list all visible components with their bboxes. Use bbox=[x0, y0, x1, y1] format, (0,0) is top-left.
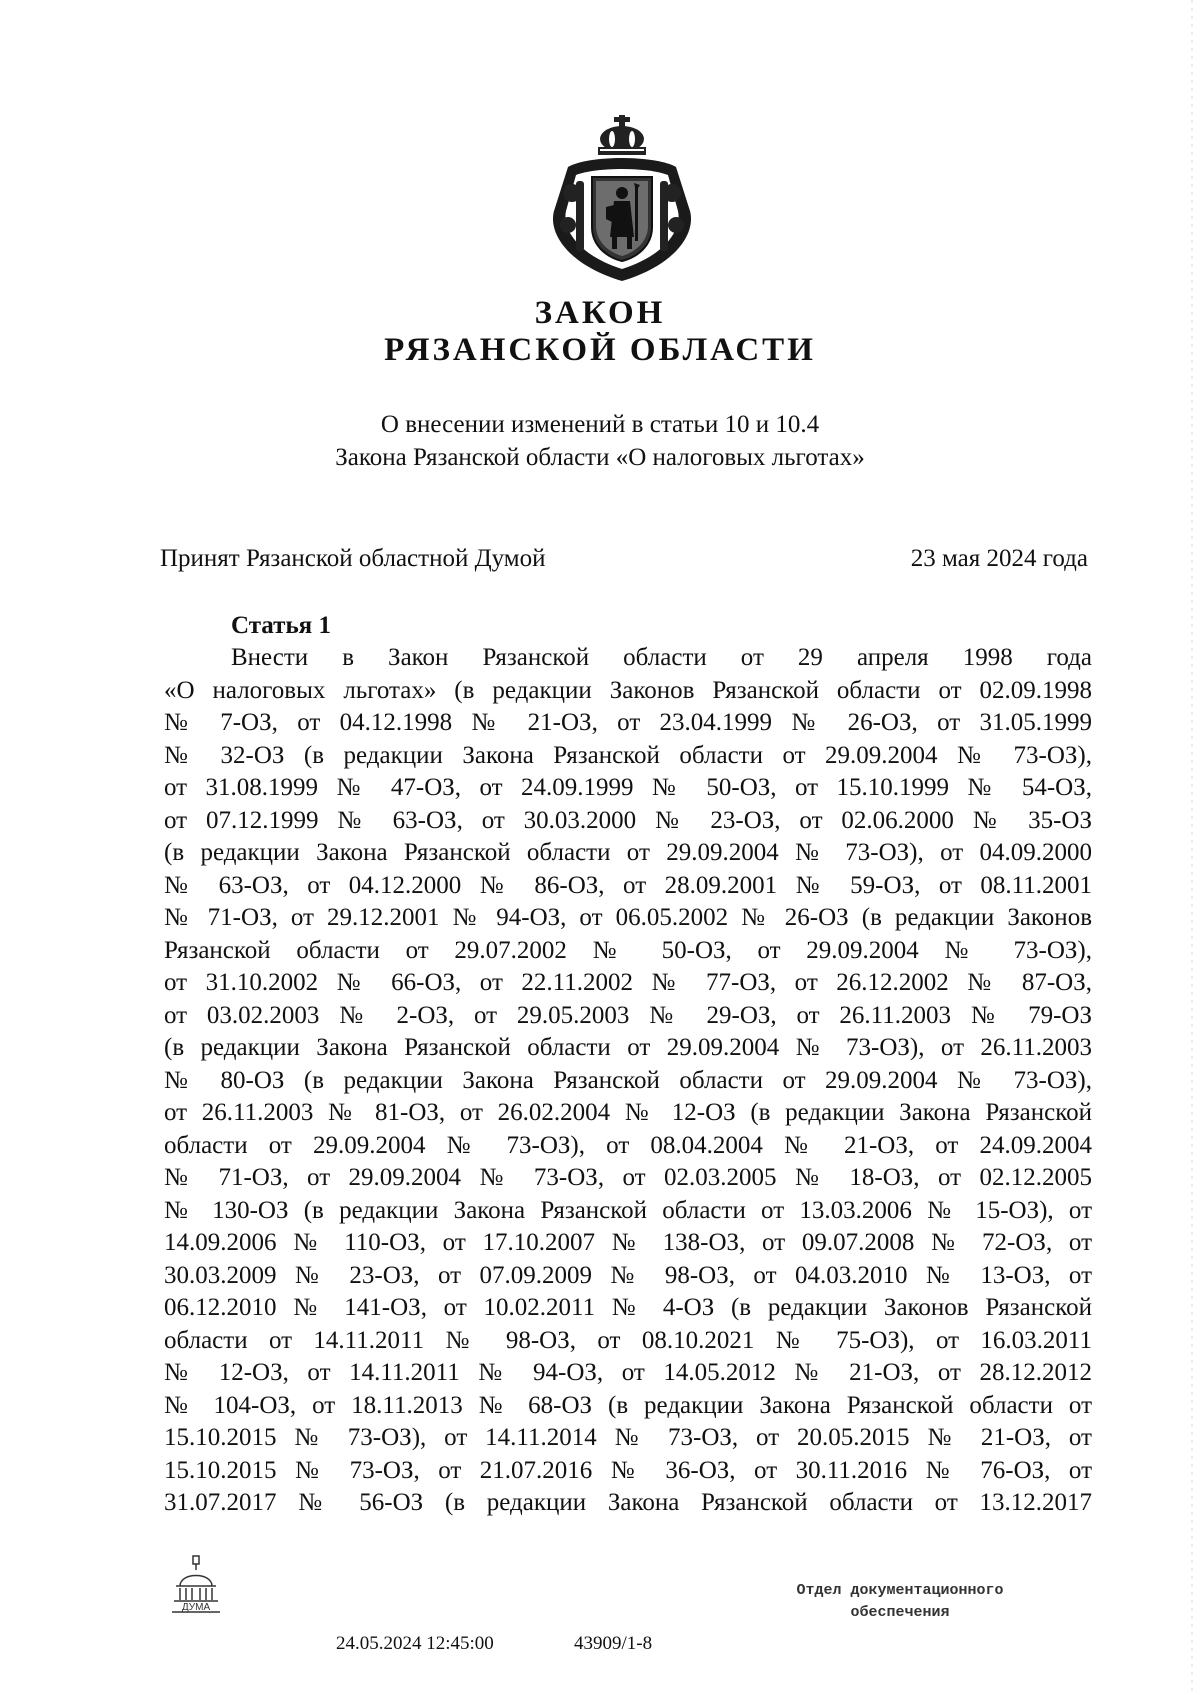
law-title-line2: РЯЗАНСКОЙ ОБЛАСТИ bbox=[384, 332, 816, 368]
footer-timestamp: 24.05.2024 12:45:00 bbox=[336, 1633, 494, 1654]
body-line: № 104-ОЗ, от 18.11.2013 № 68-ОЗ (в редакции Закона Рязанской области от bbox=[164, 1391, 1092, 1419]
body-line: области от 14.11.2011 № 98-ОЗ, от 08.10.2021 № 75-ОЗ), от 16.03.2011 bbox=[164, 1326, 1092, 1354]
adoption-date: 23 мая 2024 года bbox=[910, 545, 1088, 572]
body-line: 14.09.2006 № 110-ОЗ, от 17.10.2007 № 138-ОЗ, от 09.07.2008 № 72-ОЗ, от bbox=[164, 1229, 1092, 1256]
body-line: от 07.12.1999 № 63-ОЗ, от 30.03.2000 № 23-ОЗ, от 02.06.2000 № 35-ОЗ bbox=[164, 806, 1092, 834]
article-heading: Статья 1 bbox=[231, 612, 331, 639]
body-line: 30.03.2009 № 23-ОЗ, от 07.09.2009 № 98-ОЗ, от 04.03.2010 № 13-ОЗ, от bbox=[164, 1261, 1092, 1289]
adopted-by-text: Принят Рязанской областной Думой bbox=[160, 545, 546, 572]
scan-edge-artifact bbox=[1182, 0, 1200, 1695]
footer-registration-number: 43909/1-8 bbox=[574, 1633, 653, 1654]
subtitle-line2: Закона Рязанской области «О налоговых льготах» bbox=[335, 444, 865, 471]
body-line: от 03.02.2003 № 2-ОЗ, от 29.05.2003 № 29-ОЗ, от 26.11.2003 № 79-ОЗ bbox=[164, 1001, 1092, 1029]
duma-logo-icon bbox=[168, 1554, 224, 1614]
body-line: № 71-ОЗ, от 29.12.2001 № 94-ОЗ, от 06.05.2002 № 26-ОЗ (в редакции Законов bbox=[164, 904, 1092, 931]
body-line: (в редакции Закона Рязанской области от 29.09.2004 № 73-ОЗ), от 04.09.2000 bbox=[164, 839, 1092, 866]
body-line: от 31.08.1999 № 47-ОЗ, от 24.09.1999 № 50-ОЗ, от 15.10.1999 № 54-ОЗ, bbox=[164, 774, 1092, 801]
body-line: № 12-ОЗ, от 14.11.2011 № 94-ОЗ, от 14.05.2012 № 21-ОЗ, от 28.12.2012 bbox=[164, 1359, 1092, 1386]
body-line: 06.12.2010 № 141-ОЗ, от 10.02.2011 № 4-ОЗ (в редакции Законов Рязанской bbox=[164, 1294, 1092, 1321]
duma-logo-text: ДУМА bbox=[181, 1602, 211, 1613]
body-line: Рязанской области от 29.07.2002 № 50-ОЗ, от 29.09.2004 № 73-ОЗ), bbox=[164, 936, 1092, 964]
coat-of-arms-emblem bbox=[548, 115, 696, 285]
body-line: от 26.11.2003 № 81-ОЗ, от 26.02.2004 № 12-ОЗ (в редакции Закона Рязанской bbox=[164, 1099, 1092, 1126]
body-line: № 71-ОЗ, от 29.09.2004 № 73-ОЗ, от 02.03.2005 № 18-ОЗ, от 02.12.2005 bbox=[164, 1164, 1092, 1191]
body-line: области от 29.09.2004 № 73-ОЗ), от 08.04.2004 № 21-ОЗ, от 24.09.2004 bbox=[164, 1131, 1092, 1159]
body-line: № 7-ОЗ, от 04.12.1998 № 21-ОЗ, от 23.04.1999 № 26-ОЗ, от 31.05.1999 bbox=[164, 709, 1092, 736]
subtitle-line1: О внесении изменений в статьи 10 и 10.4 bbox=[380, 411, 820, 438]
stamp-line1: Отдел документационного bbox=[796, 1582, 1004, 1599]
stamp-line2: обеспечения bbox=[850, 1604, 950, 1621]
body-line: 31.07.2017 № 56-ОЗ (в редакции Закона Рязанской области от 13.12.2017 bbox=[164, 1489, 1092, 1516]
body-line: 15.10.2015 № 73-ОЗ), от 14.11.2014 № 73-ОЗ, от 20.05.2015 № 21-ОЗ, от bbox=[164, 1424, 1092, 1451]
body-line: «О налоговых льготах» (в редакции Законов Рязанской области от 02.09.1998 bbox=[164, 676, 1092, 704]
body-line: от 31.10.2002 № 66-ОЗ, от 22.11.2002 № 77-ОЗ, от 26.12.2002 № 87-ОЗ, bbox=[164, 969, 1092, 996]
body-line: (в редакции Закона Рязанской области от 29.09.2004 № 73-ОЗ), от 26.11.2003 bbox=[164, 1034, 1092, 1061]
body-line: Внести в Закон Рязанской области от 29 апреля 1998 года bbox=[231, 644, 1092, 671]
body-line: № 63-ОЗ, от 04.12.2000 № 86-ОЗ, от 28.09.2001 № 59-ОЗ, от 08.11.2001 bbox=[164, 871, 1092, 899]
law-subtitle bbox=[0, 408, 1200, 474]
body-line: 15.10.2015 № 73-ОЗ, от 21.07.2016 № 36-ОЗ, от 30.11.2016 № 76-ОЗ, от bbox=[164, 1456, 1092, 1484]
law-title-line1: ЗАКОН bbox=[534, 295, 666, 331]
body-line: № 130-ОЗ (в редакции Закона Рязанской области от 13.03.2006 № 15-ОЗ), от bbox=[164, 1196, 1092, 1224]
department-stamp bbox=[750, 1580, 1050, 1624]
article-body bbox=[164, 642, 1092, 1520]
body-line: № 32-ОЗ (в редакции Закона Рязанской области от 29.09.2004 № 73-ОЗ), bbox=[164, 741, 1092, 769]
body-line: № 80-ОЗ (в редакции Закона Рязанской области от 29.09.2004 № 73-ОЗ), bbox=[164, 1066, 1092, 1094]
